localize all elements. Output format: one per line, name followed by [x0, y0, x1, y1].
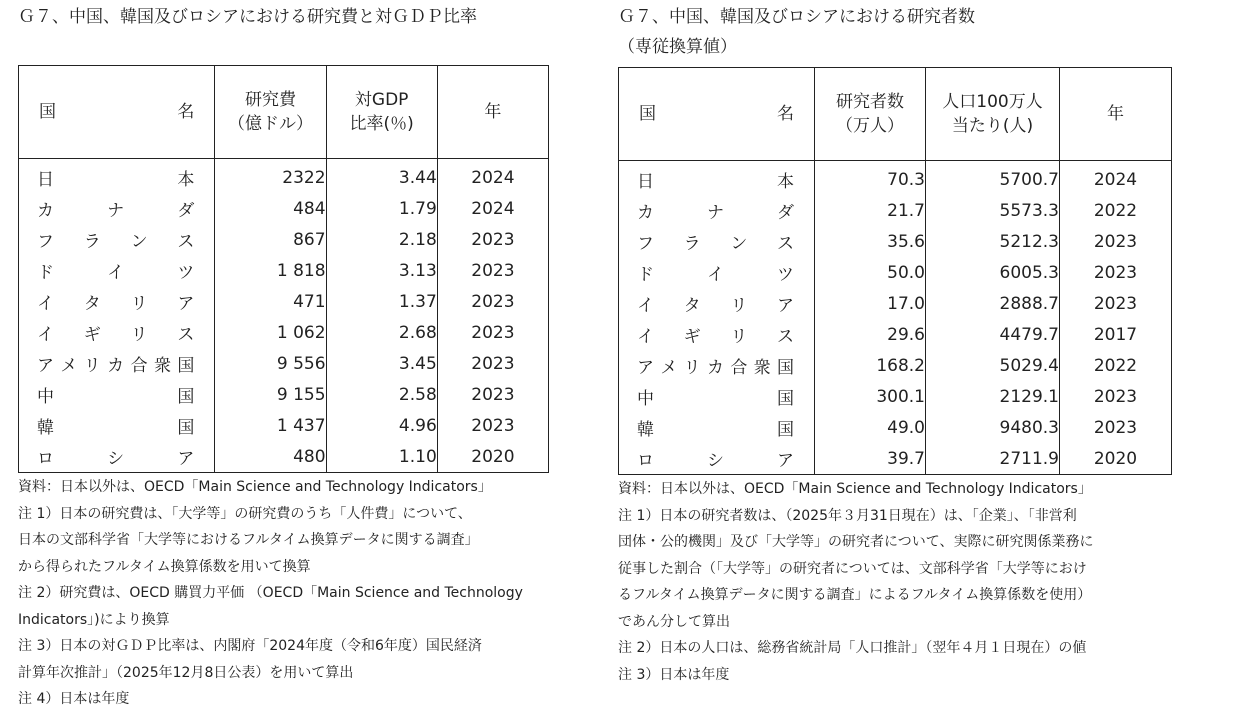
value-cell: 471: [215, 286, 326, 317]
country-char: ラ: [83, 232, 101, 252]
header-line: 比率(％): [349, 114, 414, 134]
country-char: カ: [37, 201, 54, 221]
header-researchers: [815, 68, 926, 161]
country-name: [619, 291, 814, 316]
value-cell: 35.6: [815, 226, 926, 257]
country-char: ア: [777, 451, 794, 471]
country-char: リ: [730, 296, 748, 316]
note-line: 資料：日本以外は、OECD「Main Science and Technology Indicators」: [618, 481, 1092, 497]
year-cell: 2023: [437, 255, 548, 286]
country-char: タ: [683, 296, 701, 316]
value-cell: 480: [215, 441, 326, 473]
value-cell: 5573.3: [926, 195, 1060, 226]
note-line: 団体・公的機関」及び「大学等」の研究者について、実際に研究関係業務に: [618, 534, 1094, 550]
note-line: 注 3）日本の対ＧＤＰ比率は、内閣府「2024年度（令和6年度）国民経済: [18, 638, 482, 654]
year-cell: 2024: [1060, 161, 1172, 196]
value-cell: 3.45: [326, 348, 437, 379]
value-cell: 49.0: [815, 412, 926, 443]
country-name: [619, 415, 814, 440]
country-char: 国: [777, 420, 794, 440]
country-name: [619, 167, 814, 192]
country-char: ス: [177, 325, 195, 345]
note-line: 注 3）日本は年度: [618, 666, 730, 683]
country-char: ア: [177, 294, 195, 314]
note-line: 計算年次推計」（2025年12月8日公表）を用いて算出: [18, 664, 354, 681]
year-cell: 2023: [1060, 381, 1172, 412]
note-line: 注 2）日本の人口は、総務省統計局「人口推計」（翌年４月１日現在）の値: [618, 640, 1087, 656]
header-line: 対GDP: [354, 90, 409, 110]
note-line: 注 2）研究費は、OECD 購買力平価 （OECD「Main Science and Technology: [18, 585, 523, 601]
note-line: 資料：日本以外は、OECD「Main Science and Technology Indicators」: [18, 479, 492, 495]
country-char: 国: [776, 358, 794, 378]
country-name: [619, 446, 814, 471]
value-cell: 2129.1: [926, 381, 1060, 412]
country-name: [19, 444, 214, 469]
country-cell: [19, 317, 215, 348]
table-row: [619, 350, 1172, 381]
year-cell: 2023: [437, 224, 548, 255]
research-expenditure-panel: [18, 0, 558, 713]
panel-subtitle: （専従換算値）: [618, 37, 737, 57]
country-char: 本: [177, 170, 195, 190]
country-char: リ: [130, 325, 148, 345]
country-char: イ: [637, 296, 654, 316]
table-row: [19, 224, 549, 255]
country-char: ン: [730, 234, 748, 254]
value-cell: 4.96: [326, 410, 437, 441]
table-row: [19, 379, 549, 410]
country-cell: [19, 159, 215, 194]
value-cell: 17.0: [815, 288, 926, 319]
country-cell: [19, 441, 215, 473]
note-line: 日本の文部科学省「大学等におけるフルタイム換算データに関する調査」: [18, 532, 479, 548]
note-line: 従事した割合（「大学等」の研究者については、文部科学省「大学等におけ: [618, 560, 1087, 577]
table-row: [619, 161, 1172, 196]
header-line: 研究費: [244, 90, 296, 110]
country-name: [619, 322, 814, 347]
year-cell: 2020: [1060, 443, 1172, 475]
value-cell: 1.37: [326, 286, 437, 317]
country-cell: [619, 443, 815, 475]
country-char: 韓: [37, 418, 54, 438]
header-year: 年: [1060, 68, 1172, 161]
year-cell: 2023: [1060, 288, 1172, 319]
country-char: ア: [637, 358, 654, 378]
header-line: （万人）: [836, 116, 904, 136]
country-char: メ: [660, 358, 678, 378]
country-name: [19, 196, 214, 221]
value-cell: 9 556: [215, 348, 326, 379]
year-cell: 2023: [437, 379, 548, 410]
table-row: [19, 410, 549, 441]
country-char: 日: [637, 172, 654, 192]
country-name: [19, 165, 214, 190]
country-char: リ: [730, 327, 748, 347]
year-cell: 2024: [437, 159, 548, 194]
country-name: [619, 260, 814, 285]
country-cell: [619, 319, 815, 350]
table-row: [619, 226, 1172, 257]
value-cell: 1 818: [215, 255, 326, 286]
value-cell: 2.18: [326, 224, 437, 255]
table-row: [619, 288, 1172, 319]
country-char: カ: [706, 358, 724, 378]
researchers-table: [618, 67, 1172, 475]
value-cell: 5212.3: [926, 226, 1060, 257]
table-row: [19, 159, 549, 194]
country-cell: [19, 224, 215, 255]
country-char: イ: [707, 265, 724, 285]
country-cell: [19, 193, 215, 224]
header-country: [19, 66, 215, 159]
year-cell: 2023: [437, 317, 548, 348]
value-cell: 5700.7: [926, 161, 1060, 196]
country-cell: [19, 410, 215, 441]
table-row: [619, 443, 1172, 475]
panel-title: Ｇ７、中国、韓国及びロシアにおける研究者数: [618, 7, 975, 27]
country-char: 日: [37, 170, 54, 190]
country-cell: [619, 161, 815, 196]
source-notes: [618, 476, 1178, 688]
header-country-char: 国: [639, 104, 656, 124]
value-cell: 5029.4: [926, 350, 1060, 381]
note-line: 注 1）日本の研究者数は、（2025年３月31日現在）は、「企業」、「非営利: [618, 507, 1077, 524]
country-name: [19, 289, 214, 314]
country-char: タ: [83, 294, 101, 314]
country-char: ア: [37, 356, 54, 376]
country-char: ロ: [637, 451, 654, 471]
value-cell: 2322: [215, 159, 326, 194]
country-char: リ: [683, 358, 701, 378]
country-char: 合: [730, 358, 748, 378]
country-name: [619, 229, 814, 254]
table-row: [619, 319, 1172, 350]
year-cell: 2023: [437, 410, 548, 441]
country-name: [619, 384, 814, 409]
table-row: [619, 195, 1172, 226]
country-cell: [619, 226, 815, 257]
country-cell: [19, 255, 215, 286]
table-row: [619, 381, 1172, 412]
country-name: [19, 320, 214, 345]
country-char: 韓: [637, 420, 654, 440]
value-cell: 867: [215, 224, 326, 255]
year-cell: 2023: [437, 286, 548, 317]
header-country-char: 名: [777, 104, 794, 124]
table-header-row: [19, 66, 549, 159]
country-char: イ: [107, 263, 125, 283]
country-char: ア: [177, 449, 195, 469]
value-cell: 21.7: [815, 195, 926, 226]
country-char: ナ: [707, 203, 724, 223]
country-char: 国: [177, 387, 195, 407]
table-row: [19, 193, 549, 224]
country-char: 国: [177, 418, 195, 438]
country-char: シ: [707, 451, 724, 471]
table-row: [19, 348, 549, 379]
note-line: であん分して算出: [618, 613, 730, 630]
value-cell: 2.68: [326, 317, 437, 348]
country-name: [19, 382, 214, 407]
country-char: 本: [777, 172, 794, 192]
country-cell: [619, 350, 815, 381]
year-cell: 2020: [437, 441, 548, 473]
country-char: ス: [776, 327, 794, 347]
table-row: [19, 441, 549, 473]
value-cell: 3.44: [326, 159, 437, 194]
country-char: ド: [37, 263, 54, 283]
value-cell: 9480.3: [926, 412, 1060, 443]
source-notes: [18, 474, 558, 713]
country-char: ダ: [177, 201, 195, 221]
country-char: フ: [637, 234, 654, 254]
note-line: Indicators」)により換算: [18, 611, 170, 628]
country-cell: [19, 286, 215, 317]
value-cell: 300.1: [815, 381, 926, 412]
country-cell: [619, 257, 815, 288]
country-char: ギ: [83, 325, 101, 345]
value-cell: 6005.3: [926, 257, 1060, 288]
country-name: [19, 227, 214, 252]
value-cell: 1.79: [326, 193, 437, 224]
country-cell: [19, 348, 215, 379]
country-name: [19, 413, 214, 438]
value-cell: 168.2: [815, 350, 926, 381]
country-char: リ: [83, 356, 101, 376]
value-cell: 3.13: [326, 255, 437, 286]
table-row: [19, 255, 549, 286]
note-line: るフルタイム換算データに関する調査」によるフルタイム換算係数を使用）: [618, 587, 1092, 603]
country-name: [619, 198, 814, 223]
header-line: 研究者数: [836, 92, 904, 112]
country-char: 衆: [753, 358, 771, 378]
country-cell: [619, 288, 815, 319]
value-cell: 29.6: [815, 319, 926, 350]
note-line: 注 1）日本の研究費は、「大学等」の研究費のうち「人件費」について、: [18, 505, 472, 522]
country-char: ン: [130, 232, 148, 252]
country-char: ス: [177, 232, 195, 252]
country-char: 国: [777, 389, 794, 409]
year-cell: 2017: [1060, 319, 1172, 350]
value-cell: 1 437: [215, 410, 326, 441]
header-per-million: [926, 68, 1060, 161]
country-char: カ: [637, 203, 654, 223]
researchers-panel: [618, 0, 1178, 688]
country-char: シ: [107, 449, 125, 469]
research-expenditure-table: [18, 65, 549, 473]
note-line: 注 4）日本は年度: [18, 691, 130, 707]
country-char: リ: [130, 294, 148, 314]
country-char: ナ: [107, 201, 125, 221]
country-char: 衆: [153, 356, 171, 376]
value-cell: 1.10: [326, 441, 437, 473]
year-cell: 2022: [1060, 350, 1172, 381]
country-cell: [619, 195, 815, 226]
country-char: ツ: [777, 265, 794, 285]
country-char: ダ: [777, 203, 794, 223]
value-cell: 2888.7: [926, 288, 1060, 319]
country-char: メ: [60, 356, 78, 376]
country-char: カ: [107, 356, 125, 376]
table-row: [19, 286, 549, 317]
table-header-row: [619, 68, 1172, 161]
year-cell: 2023: [1060, 257, 1172, 288]
panel-title: Ｇ７、中国、韓国及びロシアにおける研究費と対ＧＤＰ比率: [18, 7, 477, 27]
country-char: ツ: [177, 263, 195, 283]
country-char: イ: [37, 294, 54, 314]
value-cell: 9 155: [215, 379, 326, 410]
country-char: ア: [776, 296, 794, 316]
table-row: [619, 257, 1172, 288]
year-cell: 2023: [1060, 412, 1172, 443]
country-char: 中: [37, 387, 54, 407]
header-line: 人口100万人: [942, 92, 1043, 112]
country-char: 合: [130, 356, 148, 376]
value-cell: 70.3: [815, 161, 926, 196]
value-cell: 1 062: [215, 317, 326, 348]
value-cell: 2711.9: [926, 443, 1060, 475]
header-line: 当たり(人): [951, 116, 1034, 136]
header-expenditure: [215, 66, 326, 159]
country-char: フ: [37, 232, 54, 252]
country-char: ラ: [683, 234, 701, 254]
value-cell: 484: [215, 193, 326, 224]
country-cell: [619, 381, 815, 412]
country-char: イ: [637, 327, 654, 347]
country-char: ス: [776, 234, 794, 254]
value-cell: 2.58: [326, 379, 437, 410]
value-cell: 39.7: [815, 443, 926, 475]
value-cell: 50.0: [815, 257, 926, 288]
table-row: [19, 317, 549, 348]
header-gdp-ratio: [326, 66, 437, 159]
year-cell: 2023: [437, 348, 548, 379]
note-line: から得られたフルタイム換算係数を用いて換算: [18, 558, 311, 575]
country-name: [19, 351, 214, 376]
country-name: [619, 353, 814, 378]
country-char: ド: [637, 265, 654, 285]
year-cell: 2022: [1060, 195, 1172, 226]
country-name: [19, 258, 214, 283]
year-cell: 2024: [437, 193, 548, 224]
country-cell: [619, 412, 815, 443]
header-country: [619, 68, 815, 161]
year-cell: 2023: [1060, 226, 1172, 257]
table-row: [619, 412, 1172, 443]
country-char: ロ: [37, 449, 54, 469]
value-cell: 4479.7: [926, 319, 1060, 350]
country-char: 中: [637, 389, 654, 409]
country-char: 国: [177, 356, 195, 376]
country-cell: [19, 379, 215, 410]
header-year: 年: [437, 66, 548, 159]
header-country-char: 国: [39, 102, 56, 122]
country-char: イ: [37, 325, 54, 345]
header-country-char: 名: [177, 102, 195, 122]
country-char: ギ: [683, 327, 701, 347]
header-line: （億ドル）: [227, 114, 313, 134]
